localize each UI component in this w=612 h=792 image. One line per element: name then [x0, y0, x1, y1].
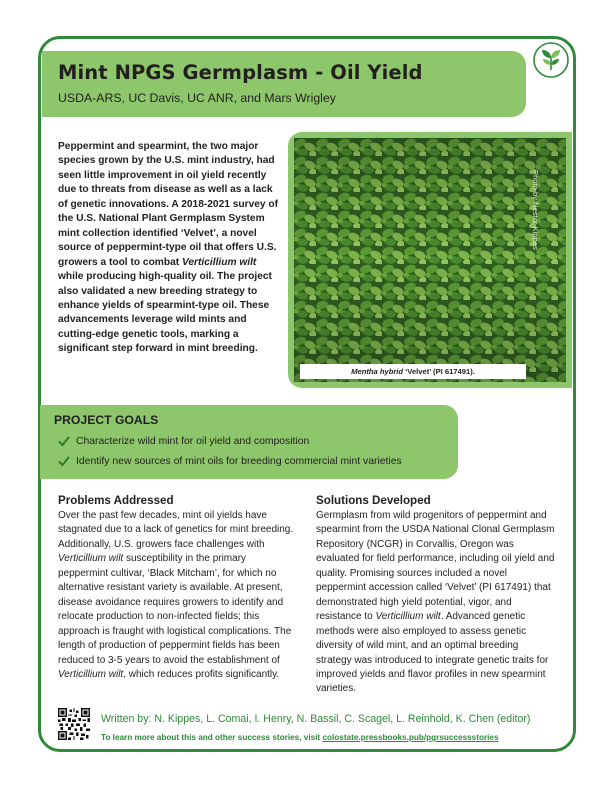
- goals-heading: PROJECT GOALS: [54, 413, 159, 427]
- authors-line: Written by: N. Kippes, L. Comai, I. Henry, N. Bassil, C. Scagel, L. Reinhold, K. Chen (editor): [101, 713, 531, 725]
- mint-field-photo: [294, 138, 566, 382]
- solutions-heading: Solutions Developed: [316, 494, 431, 507]
- problems-body: Over the past few decades, mint oil yields have stagnated due to a lack of genetics for mint breeding. Additionally, U.S. growers face challenges with Verticillium wilt susceptibility in the primary peppermint cultivar, ‘Black Mitcham’, for which no alternative resistant variety is available. At present, disease avoidance requires growers to identify and relocate production to non-infected fields; this approach is fraught with logistical complications. The length of production of peppermint fields has been reduced to 3-5 years to avoid the establishment of Verticillium wilt, which reduces profits significantly.: [58, 510, 294, 680]
- page-subtitle: USDA-ARS, UC Davis, UC ANR, and Mars Wrigley: [58, 91, 336, 105]
- qr-code-icon[interactable]: [58, 708, 90, 740]
- solutions-body: Germplasm from wild progenitors of peppermint and spearmint from the USDA National Clonal Germplasm Repository (NCGR) in Corvallis, Oregon was evaluated for field performance, including oil yield and quality. Promising sources included a novel peppermint accession called ‘Velvet’ (PI 617491) that demonstrated high yield potential, vigor, and resistance to Verticillium wilt. Advanced genetic methods were also employed to assess genetic diversity of wild mint, and an optimal breeding strategy was introduced to integrate genetic traits for improved yields and flavor profiles in new spearmint varieties.: [316, 510, 555, 695]
- problems-heading: Problems Addressed: [58, 494, 174, 507]
- checkmark-icon: [58, 435, 70, 447]
- learn-more-line: To learn more about this and other success stories, visit colostate.pressbooks.pub/pgrsuccessstories: [101, 733, 499, 742]
- page-title: Mint NPGS Germplasm - Oil Yield: [58, 61, 423, 84]
- checkmark-icon: [58, 455, 70, 467]
- intro-paragraph: Peppermint and spearmint, the two major species grown by the U.S. mint industry, had seen little improvement in oil yield recently due to threats from disease as well as a lack of genetic innovations. A 2018-2021 survey of the U.S. National Plant Germplasm System mint collection identified ‘Velvet’, a novel source of peppermint-type oil that offers U.S. growers a tool to combat Verticillium wilt while producing high-quality oil. The project also validated a new breeding strategy to enhance yields of spearmint-type oil. These advancements leverage wild mints and cutting-edge genetic tools, marking a significant step forward in mint breeding.: [58, 141, 279, 355]
- leaf-logo-icon: [530, 39, 572, 81]
- success-stories-link[interactable]: colostate.pressbooks.pub/pgrsuccessstories: [322, 733, 499, 742]
- photo-caption: Mentha hybrid ‘Velvet’ (PI 617491).: [300, 364, 526, 379]
- photo-credit: Photo by Nestor Kippes: [531, 170, 540, 250]
